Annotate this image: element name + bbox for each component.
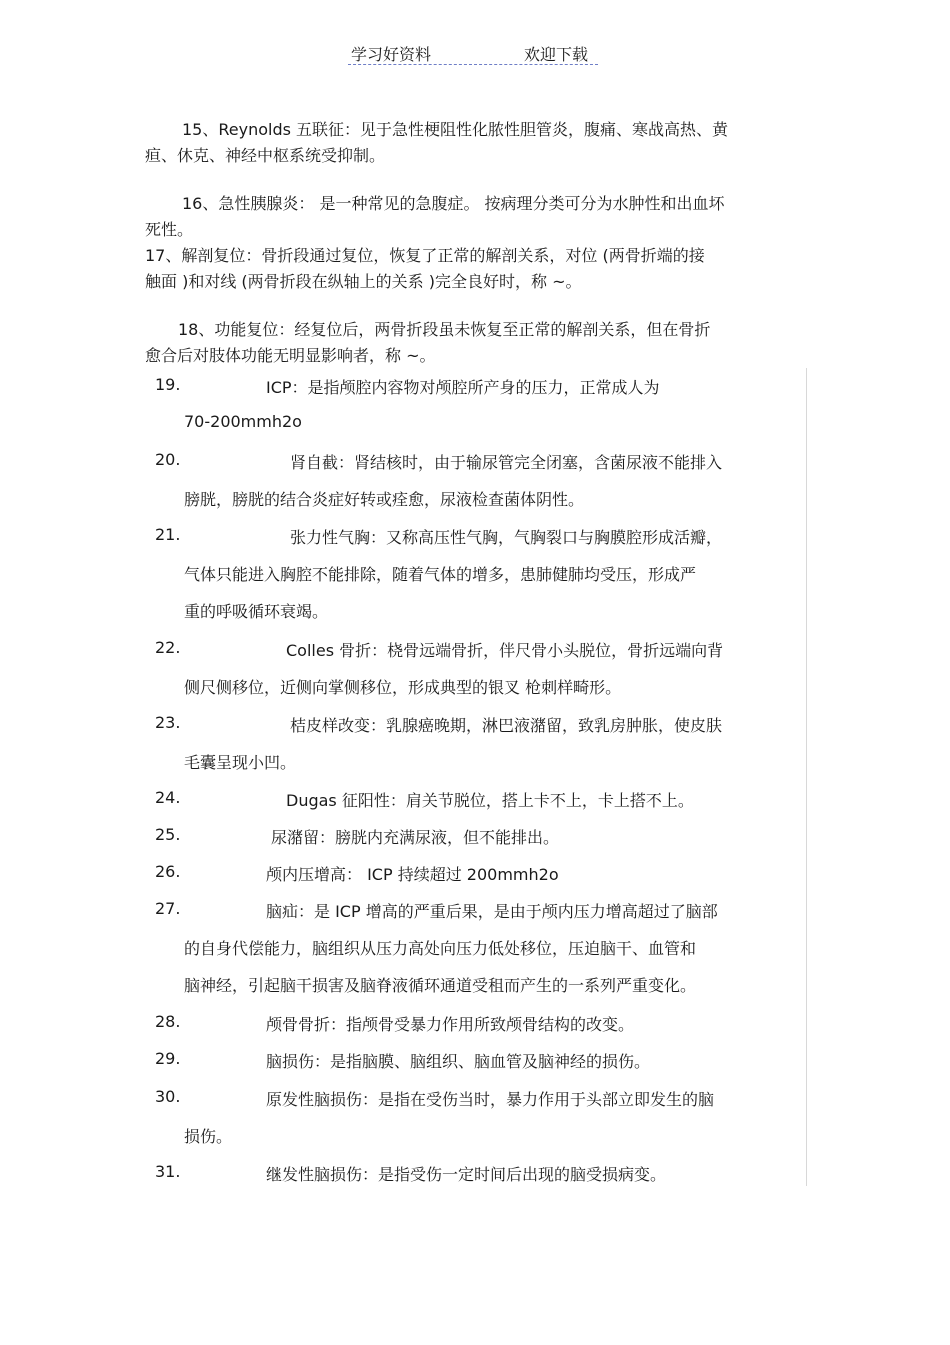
item-line: 脑疝：是 ICP 增高的严重后果，是由于颅内压力增高超过了脑部 [266, 902, 718, 921]
definition-line: 死性。 [145, 220, 194, 239]
item-line: 脑神经，引起脑干损害及脑脊液循环通道受租而产生的一系列严重变化。 [184, 976, 697, 995]
definition-17 [145, 243, 795, 295]
item-line: 继发性脑损伤：是指受伤一定时间后出现的脑受损病变。 [266, 1165, 667, 1184]
item-number: 26. [155, 862, 181, 881]
item-number: 27. [155, 899, 181, 918]
definition-line: 愈合后对肢体功能无明显影响者，称 ~。 [145, 346, 436, 365]
item-line: Dugas 征阳性：肩关节脱位，搭上卡不上，卡上搭不上。 [286, 791, 694, 810]
item-number: 28. [155, 1012, 181, 1031]
item-line: Colles 骨折：桡骨远端骨折，伴尺骨小头脱位，骨折远端向背 [286, 641, 724, 660]
item-line: 70-200mmh2o [184, 412, 302, 431]
header-right-text: 欢迎下载 [524, 45, 589, 64]
definition-line: 16、急性胰腺炎： 是一种常见的急腹症。 按病理分类可分为水肿性和出血坏 [182, 194, 725, 213]
item-line: 原发性脑损伤：是指在受伤当时，暴力作用于头部立即发生的脑 [266, 1090, 715, 1109]
right-margin-rule [806, 368, 807, 1186]
item-line: 脑损伤：是指脑膜、脑组织、脑血管及脑神经的损伤。 [266, 1052, 651, 1071]
item-number: 25. [155, 825, 181, 844]
item-number: 23. [155, 713, 181, 732]
definition-line: 疸、休克、神经中枢系统受抑制。 [145, 146, 386, 165]
item-line: 毛囊呈现小凹。 [184, 753, 297, 772]
item-line: 气体只能进入胸腔不能排除，随着气体的增多，患肺健肺均受压，形成严 [184, 565, 697, 584]
item-line: 侧尺侧移位，近侧向掌侧移位，形成典型的银叉 枪刺样畸形。 [184, 678, 622, 697]
item-number: 21. [155, 525, 181, 544]
item-number: 20. [155, 450, 181, 469]
header-left-text: 学习好资料 [351, 45, 432, 64]
item-line: 张力性气胸：又称高压性气胸，气胸裂口与胸膜腔形成活瓣， [290, 528, 723, 547]
item-number: 24. [155, 788, 181, 807]
item-line: 颅骨骨折：指颅骨受暴力作用所致颅骨结构的改变。 [266, 1015, 635, 1034]
definition-15 [145, 117, 795, 169]
item-line: 颅内压增高： ICP 持续超过 200mmh2o [266, 865, 559, 884]
definition-18 [145, 317, 795, 369]
item-line: 膀胱，膀胱的结合炎症好转或痊愈，尿液检查菌体阴性。 [184, 490, 585, 509]
item-line: 重的呼吸循环衰竭。 [184, 602, 329, 621]
page-header [348, 40, 598, 65]
item-line: 肾自截：肾结核时，由于输尿管完全闭塞，含菌尿液不能排入 [290, 453, 723, 472]
item-number: 22. [155, 638, 181, 657]
item-line: 损伤。 [184, 1127, 233, 1146]
item-number: 29. [155, 1049, 181, 1068]
definition-line: 触面 )和对线 (两骨折段在纵轴上的关系 )完全良好时，称 ~。 [145, 272, 582, 291]
item-number: 30. [155, 1087, 181, 1106]
item-number: 19. [155, 375, 181, 394]
item-line: 桔皮样改变：乳腺癌晚期，淋巴液潴留，致乳房肿胀，使皮肤 [290, 716, 723, 735]
item-line: 尿潴留：膀胱内充满尿液，但不能排出。 [271, 828, 560, 847]
item-line: ICP：是指颅腔内容物对颅腔所产身的压力，正常成人为 [266, 378, 660, 397]
definition-line: 18、功能复位：经复位后，两骨折段虽未恢复至正常的解剖关系，但在骨折 [178, 320, 711, 339]
definition-16 [145, 191, 795, 243]
definition-line: 17、解剖复位：骨折段通过复位，恢复了正常的解剖关系，对位 (两骨折端的接 [145, 246, 705, 265]
definition-line: 15、Reynolds 五联征：见于急性梗阻性化脓性胆管炎，腹痛、寒战高热、黄 [182, 120, 729, 139]
item-line: 的自身代偿能力，脑组织从压力高处向压力低处移位，压迫脑干、血管和 [184, 939, 697, 958]
item-number: 31. [155, 1162, 181, 1181]
